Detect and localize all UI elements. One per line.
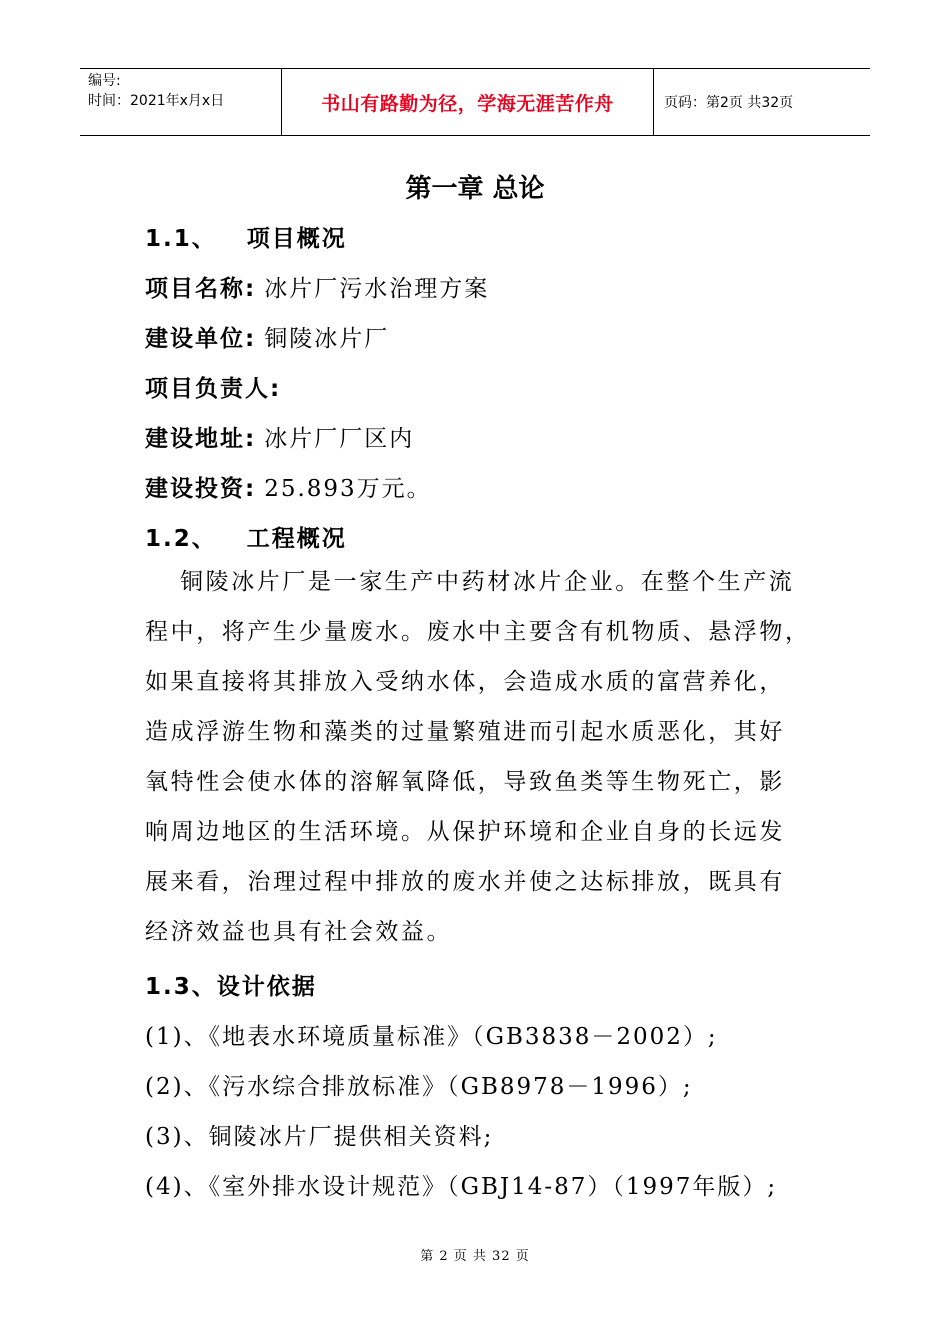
field-investment [145, 470, 432, 503]
reference-item: (1)、《地表水环境质量标准》（GB3838－2002）; [145, 1024, 718, 1050]
paragraph-line: 氧特性会使水体的溶解氧降低，导致鱼类等生物死亡，影 [145, 769, 785, 795]
paragraph-line: 如果直接将其排放入受纳水体，会造成水质的富营养化， [145, 669, 785, 695]
header-page-cell [654, 69, 870, 135]
reference-item: (2)、《污水综合排放标准》（GB8978－1996）; [145, 1074, 693, 1100]
header-table [80, 68, 870, 136]
section-heading-1-3: 1.3、设计依据 [145, 974, 317, 1000]
section-title: 项目概况 [246, 226, 347, 252]
field-value: 冰片厂厂区内 [264, 426, 415, 452]
paragraph-line: 经济效益也具有社会效益。 [145, 919, 453, 945]
field-construction-unit [145, 320, 389, 353]
paragraph-line: 展来看，治理过程中排放的废水并使之达标排放，既具有 [145, 869, 785, 895]
paragraph-line: 造成浮游生物和藻类的过量繁殖进而引起水质恶化，其好 [145, 719, 785, 745]
reference-item: (3)、铜陵冰片厂提供相关资料; [145, 1124, 494, 1150]
number-label: 编号: [88, 73, 121, 89]
field-label: 建设地址: [145, 426, 257, 452]
page-label: 页码：第2页 共32页 [664, 95, 794, 111]
paragraph-line: 程中，将产生少量废水。废水中主要含有机物质、悬浮物， [145, 619, 811, 645]
field-label: 项目名称: [145, 276, 257, 302]
page-footer: 第 2 页 共 32 页 [420, 1249, 530, 1264]
field-label: 建设单位: [145, 326, 257, 352]
header-meta [80, 69, 282, 135]
header-motto-cell [282, 69, 654, 135]
field-project-leader [145, 370, 281, 403]
motto-text: 书山有路勤为径，学海无涯苦作舟 [321, 92, 614, 115]
section-number: 1.1、 [145, 226, 217, 252]
field-construction-address [145, 420, 414, 453]
field-value: 铜陵冰片厂 [264, 326, 390, 352]
section-number: 1.2、 [145, 526, 217, 552]
section-heading-1-1 [145, 220, 347, 253]
reference-item: (4)、《室外排水设计规范》（GBJ14-87）（1997年版）; [145, 1174, 778, 1200]
field-value: 冰片厂污水治理方案 [264, 276, 490, 302]
project-overview-paragraph [145, 557, 811, 957]
paragraph-line: 响周边地区的生活环境。从保护环境和企业自身的长远发 [145, 819, 785, 845]
chapter-title: 第一章 总论 [405, 174, 545, 204]
field-project-name [145, 270, 489, 303]
field-value: 25.893万元。 [264, 476, 432, 502]
section-title: 工程概况 [246, 526, 347, 552]
paragraph-line: 铜陵冰片厂是一家生产中药材冰片企业。在整个生产流 [180, 569, 795, 595]
time-label: 时间：2021年x月x日 [88, 93, 225, 109]
field-label: 项目负责人: [145, 376, 282, 402]
field-label: 建设投资: [145, 476, 257, 502]
section-heading-1-2 [145, 520, 347, 553]
